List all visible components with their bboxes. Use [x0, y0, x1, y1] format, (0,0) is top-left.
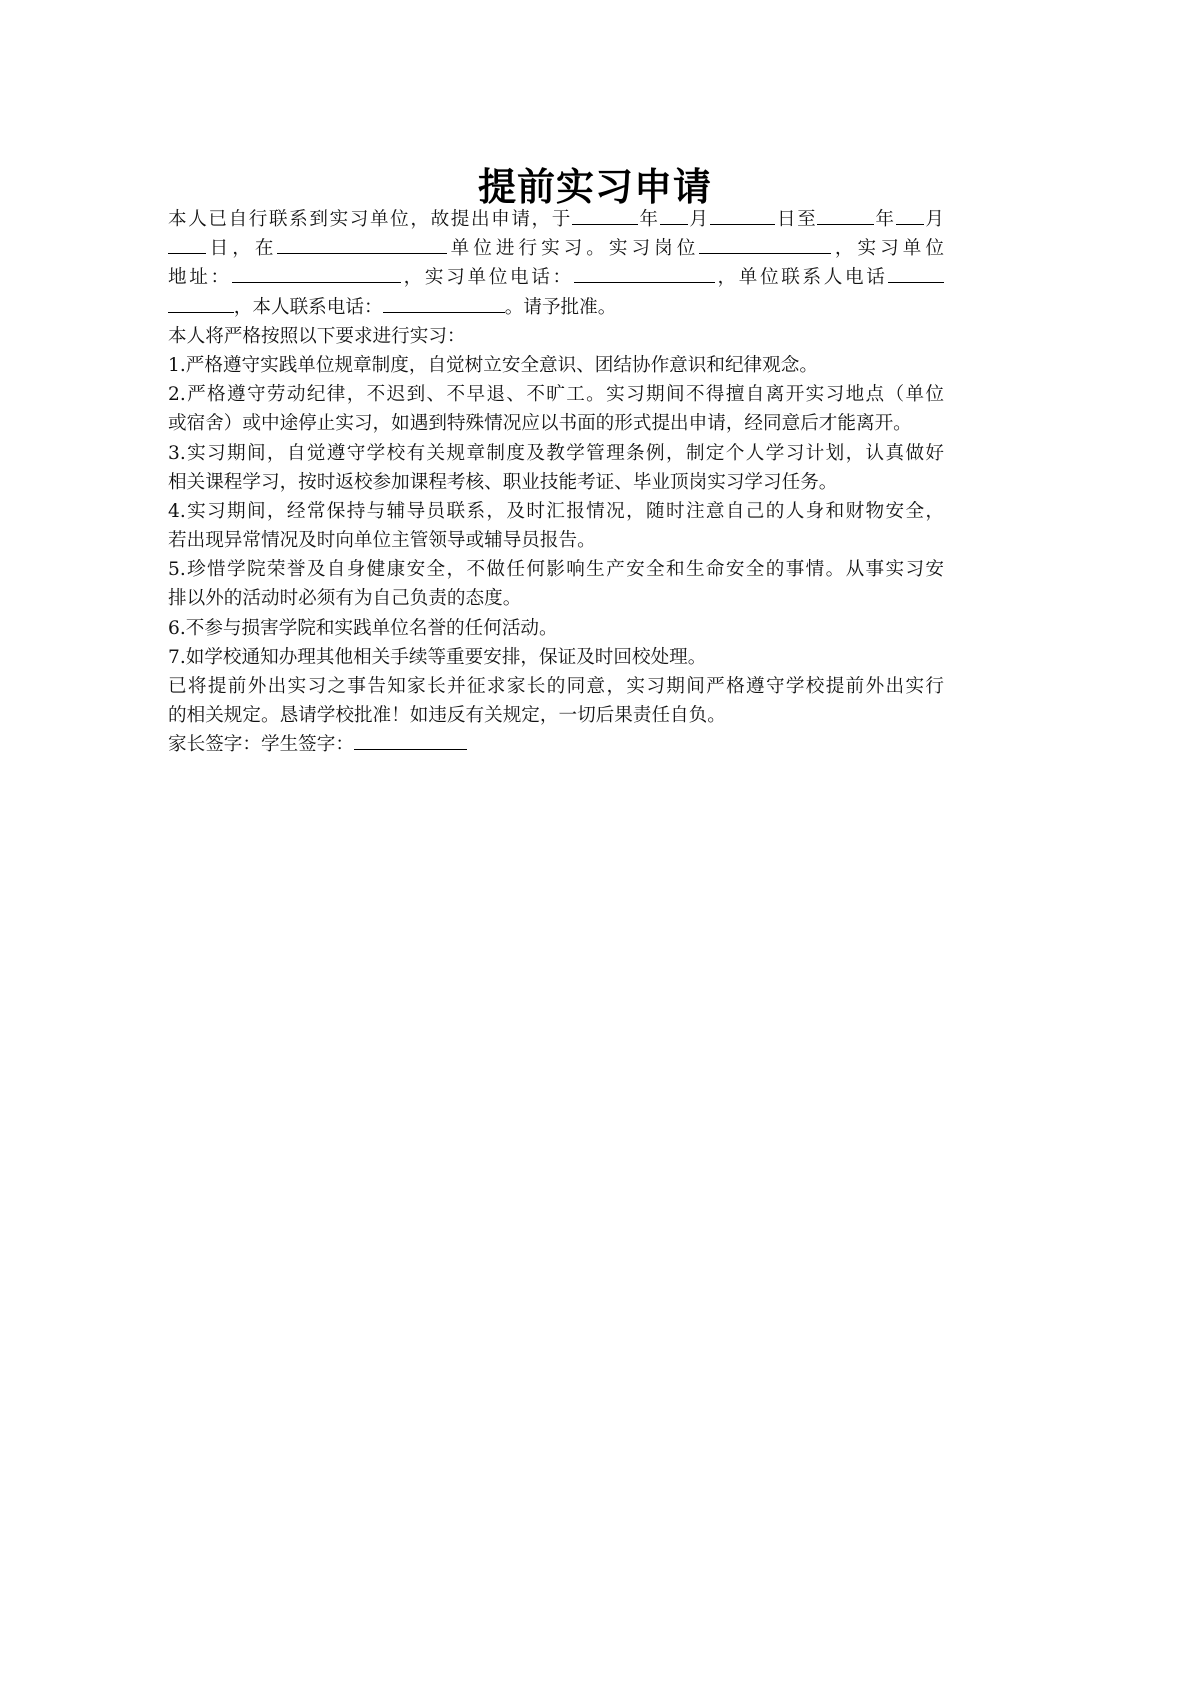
application-paragraph — [168, 205, 944, 322]
paragraph-text: 地址： — [168, 267, 232, 289]
paragraph-text: 月 — [687, 209, 710, 230]
paragraph-line — [168, 234, 944, 263]
document-body — [168, 205, 944, 760]
paragraph-line — [168, 263, 944, 292]
rule-item-line: 6.不参与损害学院和实践单位名誉的任何活动。 — [168, 617, 558, 639]
signature-label: 家长签字：学生签字： — [168, 734, 354, 756]
rule-item-line: 2.严格遵守劳动纪律，不迟到、不早退、不旷工。实习期间不得擅自离开实习地点（单位 — [168, 384, 944, 406]
fill-in-blank-field[interactable] — [168, 295, 234, 313]
rule-item-line: 3.实习期间，自觉遵守学校有关规章制度及教学管理条例，制定个人学习计划，认真做好 — [168, 442, 944, 464]
rule-item-line: 排以外的活动时必须有为自己负责的态度。 — [168, 588, 522, 610]
student-signature-field[interactable] — [354, 732, 467, 750]
rule-item-line: 1.严格遵守实践单位规章制度，自觉树立安全意识、团结协作意识和纪律观念。 — [168, 354, 818, 376]
fill-in-blank-field[interactable] — [168, 236, 206, 254]
fill-in-blank-field[interactable] — [383, 295, 505, 313]
fill-in-blank-field[interactable] — [896, 207, 924, 225]
paragraph-text: 年 — [637, 209, 660, 230]
paragraph-text: 本人已自行联系到实习单位，故提出申请，于 — [168, 209, 572, 230]
rule-item-line: 5.珍惜学院荣誉及自身健康安全，不做任何影响生产安全和生命安全的事情。从事实习安 — [168, 559, 944, 581]
paragraph-text: ，本人联系电话： — [233, 296, 383, 318]
paragraph-line — [168, 293, 944, 322]
paragraph-text: 。请予批准。 — [504, 296, 617, 318]
intro-line: 本人将严格按照以下要求进行实习： — [168, 325, 466, 347]
paragraph-text: 日，在 — [205, 238, 278, 260]
paragraph-text: 年 — [873, 209, 896, 230]
consent-line: 已将提前外出实习之事告知家长并征求家长的同意，实习期间严格遵守学校提前外出实行 — [168, 676, 944, 697]
rule-item-line: 或宿舍）或中途停止实习，如遇到特殊情况应以书面的形式提出申请，经同意后才能离开。 — [168, 413, 912, 435]
paragraph-text: ，单位联系人电话 — [714, 267, 888, 289]
page-title: 提前实习申请 — [477, 164, 712, 209]
fill-in-blank-field[interactable] — [817, 207, 873, 225]
consent-paragraph — [168, 672, 944, 730]
paragraph-text: 日至 — [775, 209, 818, 230]
fill-in-blank-field[interactable] — [232, 265, 401, 283]
fill-in-blank-field[interactable] — [277, 236, 446, 254]
rules-list — [168, 351, 944, 672]
paragraph-text: 月 — [923, 209, 944, 230]
rule-item-line: 若出现异常情况及时向单位主管领导或辅导员报告。 — [168, 530, 596, 552]
paragraph-line — [168, 205, 944, 234]
paragraph-text: ，实习单位 — [830, 238, 944, 260]
rule-item-line: 7.如学校通知办理其他相关手续等重要安排，保证及时回校处理。 — [168, 646, 707, 668]
consent-line: 的相关规定。恳请学校批准！如违反有关规定，一切后果责任自负。 — [168, 705, 726, 727]
fill-in-blank-field[interactable] — [572, 207, 638, 225]
fill-in-blank-field[interactable] — [699, 236, 831, 254]
rule-item-line: 4.实习期间，经常保持与辅导员联系，及时汇报情况，随时注意自己的人身和财物安全， — [168, 500, 944, 522]
paragraph-text: 单位进行实习。实习岗位 — [446, 238, 700, 260]
fill-in-blank-field[interactable] — [660, 207, 688, 225]
fill-in-blank-field[interactable] — [888, 265, 944, 283]
paragraph-text: ，实习单位电话： — [400, 267, 574, 289]
rule-item-line: 相关课程学习，按时返校参加课程考核、职业技能考证、毕业顶岗实习学习任务。 — [168, 471, 838, 493]
signature-line — [168, 730, 944, 759]
fill-in-blank-field[interactable] — [574, 265, 715, 283]
fill-in-blank-field[interactable] — [710, 207, 776, 225]
